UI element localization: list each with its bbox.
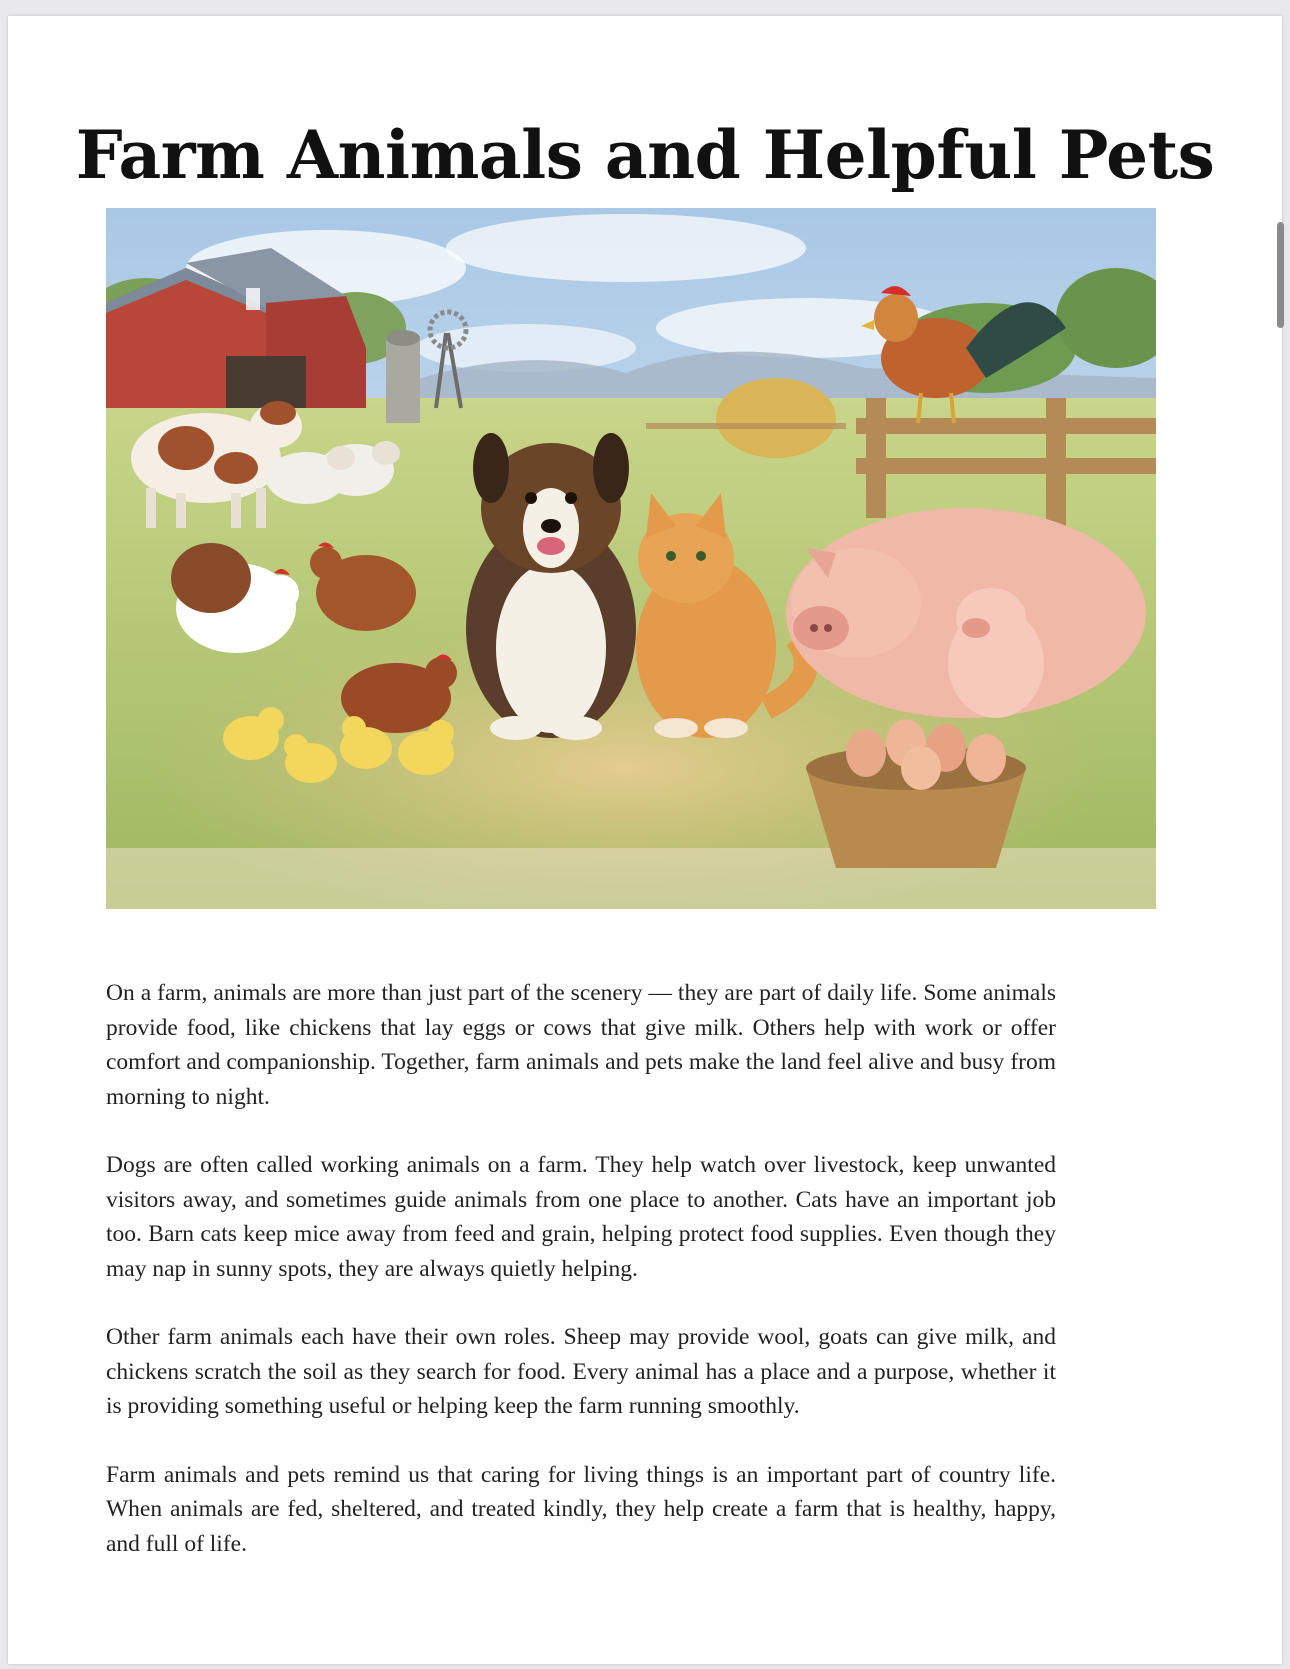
- farm-illustration-art: [106, 208, 1156, 909]
- dog-icon: [466, 433, 636, 740]
- paragraph: On a farm, animals are more than just part of the scenery — they are part of daily life. Some animals provide food, like chickens that lay eggs or cows that give milk. Others help with work or offer comfort and companionship. Together, farm animals and pets make the land feel alive and busy from morning to night.: [106, 980, 1056, 1110]
- paragraph: Farm animals and pets remind us that caring for living things is an important part of country life. When animals are fed, sheltered, and treated kindly, they help create a farm that is healthy, happy, and full of life.: [106, 1461, 1056, 1557]
- article-body: [106, 976, 1056, 1595]
- paragraph: Dogs are often called working animals on a farm. They help watch over livestock, keep unwanted visitors away, and sometimes guide animals from one place to another. Cats have an important job too. Barn cats keep mice away from feed and grain, helping protect food supplies. Even though they may nap in sunny spots, they are always quietly helping.: [106, 1152, 1056, 1282]
- farm-illustration: [106, 208, 1156, 909]
- scrollbar-thumb[interactable]: [1277, 222, 1284, 328]
- document-page: [8, 16, 1282, 1664]
- page-title: Farm Animals and Helpful Pets: [75, 116, 1215, 194]
- pig-icon: [786, 508, 1146, 718]
- paragraph: Other farm animals each have their own roles. Sheep may provide wool, goats can give milk, and chickens scratch the soil as they search for food. Every animal has a place and a purpose, whether it is providing something useful or helping keep the farm running smoothly.: [106, 1324, 1056, 1419]
